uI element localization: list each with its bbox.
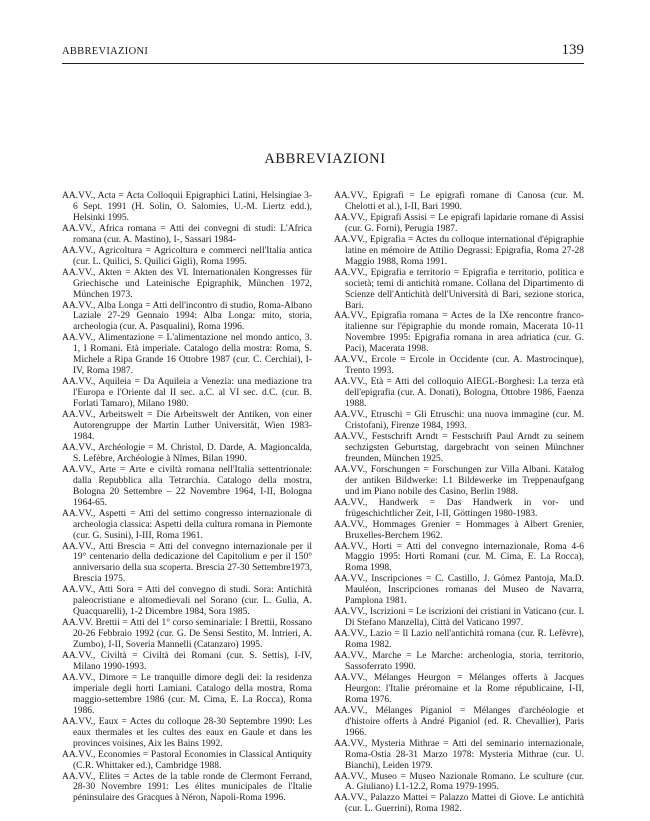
bibliography-entry: AA.VV., Horti = Atti del convegno internazionale, Roma 4-6 Maggio 1995: Horti Romani (cur. M. Cima, E. La Rocca), Roma 1998. [334,541,584,574]
bibliography-entry: AA.VV., Epigrafi = Le epigrafi romane di Canosa (cur. M. Chelotti et al.), I-II, Bari 1990. [334,191,584,212]
bibliography-entry: AA.VV., Marche = Le Marche: archeologia, storia, territorio, Sassoferrato 1990. [334,651,584,672]
bibliography-entry: AA.VV., Epigrafi Assisi = Le epigrafi lapidarie romane di Assisi (cur. G. Forni), Perugia 1987. [334,212,584,234]
bibliography-entry: AA.VV., Acta = Acta Colloquii Epigraphici Latini, Helsingiae 3-6 Sept. 1991 (H. Solin, O. Salomies, U.-M. Liertz edd.), Helsinki 1995. [62,191,312,223]
bibliography-entry: AA.VV., Ercole = Ercole in Occidente (cur. A. Mastrocinque), Trento 1993. [334,355,584,377]
bibliography-entry: AA.VV., Museo = Museo Nazionale Romano. Le sculture (cur. A. Giuliano) I.1-12.2, Roma 1979-1995. [334,771,584,793]
section-title: ABBREVIAZIONI [264,151,386,167]
running-head-title: ABBREVIAZIONI [62,46,149,57]
bibliography-entry: AA.VV., Hommages Grenier = Hommages à Albert Grenier, Bruxelles-Berchem 1962. [334,519,584,541]
bibliography-entry: AA.VV., Mysteria Mithrae = Atti del seminario internazionale, Roma-Ostia 28-31 Marzo 1978: Mysteria Mithrae (cur. U. Bianchi), Leiden 1979. [334,738,584,771]
page-number: 139 [561,42,584,58]
bibliography-entry: AA.VV., Akten = Akten des VI. Internationalen Kongresses für Griechische und Lateinische Epigraphik, München 1972, München 1973. [62,267,312,300]
bibliography-entry: AA.VV., Iscrizioni = Le iscrizioni dei cristiani in Vaticano (cur. I. Di Stefano Manzella), Città del Vaticano 1997. [334,607,584,629]
bibliography-entry: AA.VV., Epigrafia e territorio = Epigrafia e territorio, politica e società; temi di antichità romane. Collana del Dipartimento di Scienze dell'Antichità dell'Università di Bari, sezione storica, Bari. [334,267,584,311]
bibliography-entry: AA.VV., Epigrafia = Actes du colloque international d'épigraphie latine en mémoire de Attilio Degrassi: Epigrafia, Roma 27-28 Maggio 1988, Roma 1991. [334,234,584,267]
bibliography-entry: AA.VV., Etruschi = Gli Etruschi: una nuova immagine (cur. M. Cristofani), Firenze 1984, 1993. [334,410,584,432]
bibliography-entry: AA.VV., Lazio = Il Lazio nell'antichità romana (cur. R. Lefèvre), Roma 1982. [334,629,584,651]
bibliography-entry: AA.VV., Atti Brescia = Atti del convegno internazionale per il 19° centenario della dedicazione del Capitolium e per il 150° anniversario della sua scoperta. Brescia 27-30 Settembre1973, Brescia 1975. [62,541,312,585]
bibliography-entry: AA.VV., Elites = Actes de la table ronde de Clermont Ferrand, 28-30 Novembre 1991: Les élites municipales de l'Italie péninsulaire des Gracques à Néron, Napoli-Roma 1996. [62,771,312,804]
bibliography-entry: AA.VV., Palazzo Mattei = Palazzo Mattei di Giove. Le antichità (cur. L. Guerrini), Roma 1982. [334,793,584,815]
bibliography-entry: AA.VV., Economies = Pastoral Economies in Classical Antiquity (C.R. Whittaker ed.), Cambridge 1988. [62,749,312,771]
bibliography-entry: AA.VV., Handwerk = Das Handwerk in vor- und frügeschichtlicher Zeit, I-II, Göttingen 1980-1983. [334,497,584,519]
bibliography-entry: AA.VV., Aquileia = Da Aquileia a Venezia: una mediazione tra l'Europa e l'Oriente dal II sec. a.C. al VI sec. d.C. (cur. B. Forlati Tamaro), Milano 1980. [62,377,312,410]
bibliography-entry: AA.VV., Forschungen = Forschungen zur Villa Albani. Katalog der antiken Bildwerke: I.1 Bildewerke im Treppenaufgang und im Piano nobile des Casino, Berlin 1988. [334,464,584,497]
bibliography-entry: AA.VV., Alimentazione = L'alimentazione nel mondo antico, 3. 1, I Romani. Età imperiale. Catalogo della mostra: Roma, S. Michele a Ripa Grande 16 Ottobre 1987 (cur. C. Cerchiai), I-IV, Roma 1987. [62,333,312,377]
right-column [334,191,584,815]
header-rule [62,63,584,64]
bibliography-entry: AA.VV. Brettii = Atti del 1° corso seminariale: I Brettii, Rossano 20-26 Febbraio 1992 (cur. G. De Sensi Sestito, M. Intrieri, A. Zumbo), I-II, Soveria Mannelli (Catanzaro) 1995. [62,618,312,651]
bibliography-entry: AA.VV., Archéologie = M. Christol, D. Darde, A. Magioncalda, S. Lefèbre, Archéologie à Nîmes, Bilan 1990. [62,442,312,464]
bibliography-entry: AA.VV., Dimore = Le tranquille dimore degli dei: la residenza imperiale degli horti Lamiani. Catalogo della mostra, Roma maggio-settembre 1986 (cur. M. Cima, E. La Rocca), Roma 1986. [62,672,312,716]
left-column [62,191,312,804]
bibliography-entry: AA.VV., Arte = Arte e civiltà romana nell'Italia settentrionale: dalla Repubblica alla Tetrarchia. Catalogo della mostra, Bologna 20 Settembre – 22 Novembre 1964, I-II, Bologna 1964-65. [62,464,312,508]
bibliography-entry: AA.VV., Mélanges Piganiol = Mélanges d'archéologie et d'histoire offerts à André Piganiol (ed. R. Chevallier), Paris 1966. [334,705,584,738]
bibliography-entry: AA.VV., Arbeitswelt = Die Arbeitswelt der Antiken, von einer Autorengruppe der Martin Luther Universität, Wien 1983-1984. [62,410,312,442]
bibliography-entry: AA.VV., Inscripciones = C. Castillo, J. Gómez Pantoja, Ma.D. Mauléon, Inscripciones romanas del Museo de Navarra, Pamplona 1981. [334,574,584,607]
bibliography-entry: AA.VV., Africa romana = Atti dei convegni di studi: L'Africa romana (cur. A. Mastino), I-, Sassari 1984- [62,223,312,245]
bibliography-entry: AA.VV., Alba Longa = Atti dell'incontro di studio, Roma-Albano Laziale 27-29 Gennaio 1994: Alba Longa: mito, storia, archeologia (cur. A. Pasqualini), Roma 1996. [62,300,312,333]
running-head [62,44,584,64]
bibliography-entry: AA.VV., Civiltà = Civiltà dei Romani (cur. S. Settis), I-IV, Milano 1990-1993. [62,651,312,672]
bibliography-entry: AA.VV., Età = Atti del colloquio AIEGL-Borghesi: La terza età dell'epigrafia (cur. A. Donati), Bologna, Ottobre 1986, Faenza 1988. [334,377,584,410]
bibliography-entry: AA.VV., Mélanges Heurgon = Mélanges offerts à Jacques Heurgon: l'Italie préromaine et la Rome républicaine, I-II, Roma 1976. [334,672,584,705]
bibliography-entry: AA.VV., Agricoltura = Agricoltura e commerci nell'Italia antica (cur. L. Quilici, S. Quilici Gigli), Roma 1995. [62,245,312,267]
bibliography-entry: AA.VV., Atti Sora = Atti del convegno di studi. Sora: Antichità paleocristiane e altomedievali nel Sorano (cur. L. Gulia, A. Quacquarelli), 1-2 Dicembre 1984, Sora 1985. [62,585,312,618]
bibliography-entry: AA.VV., Eaux = Actes du colloque 28-30 Septembre 1990: Les eaux thermales et les cultes des eaux en Gaule et dans les provinces voisines, Aix les Bains 1992. [62,716,312,749]
bibliography-entry: AA.VV., Aspetti = Atti del settimo congresso internazionale di archeologia classica: Aspetti della cultura romana in Piemonte (cur. G. Susini), I-III, Roma 1961. [62,508,312,541]
bibliography-entry: AA.VV., Epigrafia romana = Actes de la IXe rencontre franco-italienne sur l'épigraphie du monde romain, Macerata 10-11 Novembre 1995: Epigrafia romana in area adriatica (cur. G. Paci), Macerata 1998. [334,311,584,355]
bibliography-entry: AA.VV., Festschrift Arndt = Festschrift Paul Arndt zu seinem sechzigsten Geburtstag, dargebracht von seinen Münchner freunden, München 1925. [334,431,584,464]
